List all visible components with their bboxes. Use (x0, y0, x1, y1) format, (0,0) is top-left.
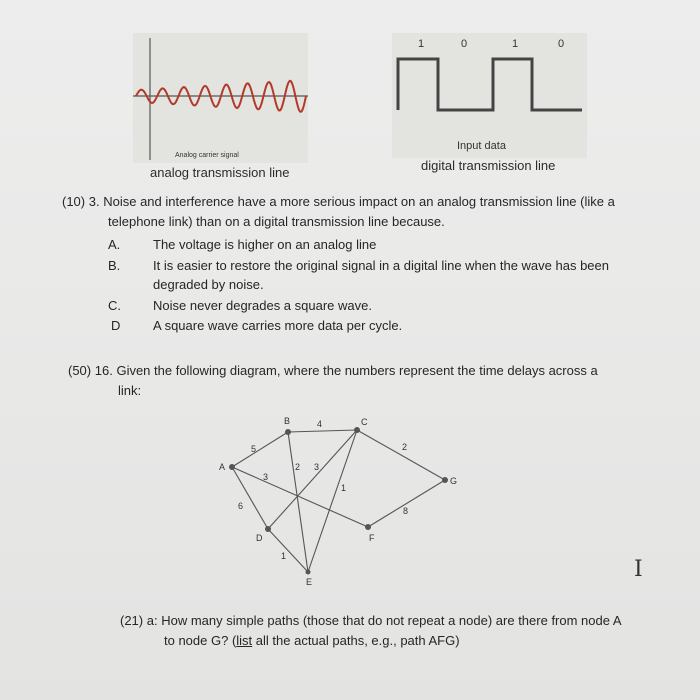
digital-small-label: Input data (457, 140, 506, 152)
node-f (365, 524, 371, 530)
node-label-f: F (369, 533, 375, 543)
option-d-letter: D (111, 318, 121, 333)
question-21-line1 (120, 611, 680, 631)
option-b-text-2: degraded by noise. (153, 277, 264, 292)
digital-wave-figure (390, 28, 590, 163)
edge-c-g (357, 430, 445, 480)
question-3-options (108, 235, 668, 334)
bit-label-2: 0 (461, 38, 468, 50)
question-16-text-1: Given the following diagram, where the numbers represent the time delays across a (116, 363, 598, 378)
node-c (354, 427, 360, 433)
node-label-d: D (256, 533, 263, 543)
question-16-text-2: link: (118, 383, 142, 398)
weight-b-e: 2 (295, 462, 301, 472)
question-3-points: (10) (62, 194, 86, 209)
weight-a-d: 6 (238, 501, 244, 511)
bit-label-4: 0 (558, 38, 565, 50)
option-c-letter: C. (108, 298, 121, 313)
node-label-a: A (219, 462, 226, 472)
question-16-line1 (68, 361, 668, 381)
option-d (108, 314, 668, 334)
option-c (108, 294, 668, 314)
question-21-line2 (120, 631, 680, 651)
question-3-text-1: Noise and interference have a more serious impact on an analog transmission line (like a (103, 194, 615, 209)
option-b-text-1: It is easier to restore the original signal in a digital line when the wave has been (153, 258, 609, 273)
edge-e-c (308, 430, 357, 572)
edge-b-e (288, 432, 308, 572)
node-g (442, 477, 448, 483)
weight-c-g: 2 (402, 442, 408, 452)
question-3 (62, 192, 672, 232)
question-21-text-1: How many simple paths (those that do not repeat a node) are there from node A (161, 613, 622, 628)
network-graph (200, 410, 480, 595)
edge-b-c (288, 430, 357, 432)
question-21-points: (21) (120, 613, 144, 628)
question-16 (68, 361, 668, 401)
text-cursor-icon: I (634, 557, 643, 582)
option-a-letter: A. (108, 237, 121, 252)
digital-square-wave (398, 59, 582, 110)
analog-wave-figure (130, 30, 330, 165)
option-a-text: The voltage is higher on an analog line (153, 237, 377, 252)
weight-b-c: 4 (317, 419, 323, 429)
option-c-text: Noise never degrades a square wave. (153, 298, 372, 313)
question-3-number: 3. (88, 194, 100, 209)
node-d (265, 526, 271, 532)
edge-f-g (368, 480, 445, 527)
question-21-text-2a: to node G? ( (164, 633, 237, 648)
weight-a-e: 3 (263, 472, 269, 482)
digital-caption: digital transmission line (421, 158, 556, 173)
question-21-part: a: (146, 613, 158, 628)
node-b (285, 429, 291, 435)
node-label-g: G (450, 476, 458, 486)
option-b (108, 254, 668, 294)
question-3-text-2: telephone link) than on a digital transmission line because. (108, 214, 445, 229)
node-label-b: B (284, 416, 291, 426)
question-3-line1 (62, 192, 672, 212)
node-label-e: E (306, 577, 313, 587)
edge-a-b (232, 432, 288, 467)
weight-f-g: 8 (403, 506, 409, 516)
weight-e-c: 1 (341, 483, 347, 493)
weight-a-b: 5 (251, 444, 257, 454)
option-b-letter: B. (108, 258, 121, 273)
analog-small-label: Analog carrier signal (175, 152, 239, 159)
bit-label-3: 1 (512, 38, 519, 50)
question-16-number: 16. (94, 363, 113, 378)
question-21 (120, 611, 680, 651)
analog-caption: analog transmission line (150, 165, 290, 180)
edge-d-e (268, 529, 308, 572)
option-a (108, 235, 668, 254)
node-label-c: C (361, 417, 368, 427)
question-21-text-2b: all the actual paths, e.g., path AFG) (252, 633, 460, 648)
bit-label-1: 1 (418, 38, 425, 50)
option-d-text: A square wave carries more data per cycle. (153, 318, 403, 333)
question-21-list-word: list (236, 633, 253, 648)
node-e (306, 570, 311, 575)
edge-d-c (268, 430, 357, 529)
weight-d-c: 3 (314, 462, 320, 472)
question-16-points: (50) (68, 363, 92, 378)
weight-d-e: 1 (281, 551, 287, 561)
node-a (229, 464, 235, 470)
